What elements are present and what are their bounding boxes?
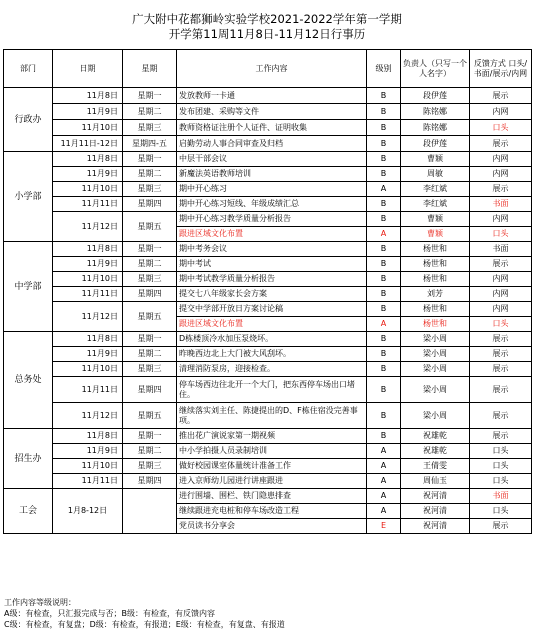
- table-row: [4, 120, 532, 136]
- content-cell: 期中开心练习教学质量分析报告: [177, 212, 367, 227]
- level-legend: [4, 597, 530, 630]
- level-cell: E: [367, 519, 401, 534]
- table-row: [4, 403, 532, 429]
- dept-cell: 中学部: [4, 242, 53, 332]
- content-cell: 启勤劳动人事合同审查及归档: [177, 136, 367, 152]
- weekday-cell: 星期二: [123, 104, 177, 120]
- feedback-cell: 口头: [470, 317, 532, 332]
- feedback-cell: 展示: [470, 377, 532, 403]
- date-cell: 11月8日: [53, 88, 123, 104]
- feedback-cell: 展示: [470, 182, 532, 197]
- level-cell: B: [367, 120, 401, 136]
- content-cell: 教师资格证注册个人证件、证明收集: [177, 120, 367, 136]
- level-cell: A: [367, 182, 401, 197]
- level-cell: B: [367, 347, 401, 362]
- owner-cell: 祝雄乾: [401, 444, 470, 459]
- date-cell: 11月10日: [53, 459, 123, 474]
- date-cell: 11月11日: [53, 287, 123, 302]
- feedback-cell: 展示: [470, 347, 532, 362]
- content-cell: 中层干部会议: [177, 152, 367, 167]
- level-cell: A: [367, 227, 401, 242]
- owner-cell: 段伊莲: [401, 136, 470, 152]
- content-cell: 跟进区域文化布置: [177, 227, 367, 242]
- feedback-cell: 内网: [470, 302, 532, 317]
- owner-cell: 陈铭娜: [401, 120, 470, 136]
- weekday-cell: 星期五: [123, 403, 177, 429]
- owner-cell: 曹颖: [401, 212, 470, 227]
- table-row: [4, 489, 532, 504]
- table-row: [4, 474, 532, 489]
- legend-title: 工作内容等级说明：: [4, 598, 76, 607]
- weekday-cell: [123, 489, 177, 534]
- owner-cell: 李红斌: [401, 197, 470, 212]
- content-cell: 提交七八年级家长会方案: [177, 287, 367, 302]
- table-row: [4, 332, 532, 347]
- date-cell: 11月9日: [53, 347, 123, 362]
- content-cell: 新魔法英语教师培训: [177, 167, 367, 182]
- level-cell: B: [367, 104, 401, 120]
- weekday-cell: 星期四-五: [123, 136, 177, 152]
- owner-cell: 刘芳: [401, 287, 470, 302]
- table-row: [4, 459, 532, 474]
- header-owner: 负责人（只写一个人名字）: [401, 50, 470, 88]
- weekday-cell: 星期一: [123, 429, 177, 444]
- date-cell: 11月9日: [53, 444, 123, 459]
- feedback-cell: 展示: [470, 88, 532, 104]
- weekday-cell: 星期三: [123, 459, 177, 474]
- weekday-cell: 星期三: [123, 120, 177, 136]
- level-cell: B: [367, 212, 401, 227]
- level-cell: A: [367, 489, 401, 504]
- date-cell: 11月11日: [53, 377, 123, 403]
- feedback-cell: 书面: [470, 197, 532, 212]
- content-cell: 进行围墙、围栏、铁门隐患排查: [177, 489, 367, 504]
- feedback-cell: 展示: [470, 257, 532, 272]
- header-date: 日期: [53, 50, 123, 88]
- owner-cell: 梁小周: [401, 347, 470, 362]
- level-cell: B: [367, 302, 401, 317]
- weekday-cell: 星期四: [123, 377, 177, 403]
- feedback-cell: 内网: [470, 212, 532, 227]
- table-row: [4, 444, 532, 459]
- level-cell: B: [367, 88, 401, 104]
- weekday-cell: 星期三: [123, 272, 177, 287]
- content-cell: 期中开心练习短线、年级成绩汇总: [177, 197, 367, 212]
- level-cell: B: [367, 429, 401, 444]
- date-cell: 11月9日: [53, 104, 123, 120]
- date-cell: 11月10日: [53, 120, 123, 136]
- weekday-cell: 星期五: [123, 302, 177, 332]
- owner-cell: 李红斌: [401, 182, 470, 197]
- owner-cell: 杨世和: [401, 257, 470, 272]
- owner-cell: 曹颖: [401, 227, 470, 242]
- content-cell: 发放教师一卡通: [177, 88, 367, 104]
- weekday-cell: 星期三: [123, 362, 177, 377]
- table-row: [4, 257, 532, 272]
- feedback-cell: 内网: [470, 167, 532, 182]
- content-cell: 做好校园课室体量统计准备工作: [177, 459, 367, 474]
- content-cell: 发布团建、采购等文件: [177, 104, 367, 120]
- dept-cell: 招生办: [4, 429, 53, 489]
- weekday-cell: 星期二: [123, 347, 177, 362]
- owner-cell: 陈铭娜: [401, 104, 470, 120]
- level-cell: B: [367, 332, 401, 347]
- owner-cell: 祝河清: [401, 519, 470, 534]
- feedback-cell: 内网: [470, 104, 532, 120]
- feedback-cell: 内网: [470, 152, 532, 167]
- content-cell: 推出花广演说家第一期视频: [177, 429, 367, 444]
- table-row: [4, 242, 532, 257]
- schedule-table: [3, 49, 532, 534]
- weekday-cell: 星期一: [123, 242, 177, 257]
- table-row: [4, 287, 532, 302]
- date-cell: 11月12日: [53, 302, 123, 332]
- level-cell: B: [367, 257, 401, 272]
- content-cell: 继续跟进充电桩和停车场改造工程: [177, 504, 367, 519]
- dept-cell: 工会: [4, 489, 53, 534]
- content-cell: 进入京师幼儿园进行讲座跟进: [177, 474, 367, 489]
- feedback-cell: 内网: [470, 287, 532, 302]
- weekday-cell: 星期四: [123, 287, 177, 302]
- table-row: [4, 347, 532, 362]
- title-line-2: 开学第11周11月8日-11月12日行事历: [168, 27, 366, 41]
- feedback-cell: 展示: [470, 519, 532, 534]
- table-row: [4, 152, 532, 167]
- content-cell: 跟进区域文化布置: [177, 317, 367, 332]
- table-row: [4, 197, 532, 212]
- date-cell: 11月8日: [53, 429, 123, 444]
- weekday-cell: 星期三: [123, 182, 177, 197]
- weekday-cell: 星期二: [123, 167, 177, 182]
- owner-cell: 祝雄乾: [401, 429, 470, 444]
- weekday-cell: 星期一: [123, 152, 177, 167]
- feedback-cell: 口头: [470, 459, 532, 474]
- title-line-1: 广大附中花都狮岭实验学校2021-2022学年第一学期: [132, 12, 402, 26]
- feedback-cell: 口头: [470, 504, 532, 519]
- table-row: [4, 136, 532, 152]
- owner-cell: 杨世和: [401, 272, 470, 287]
- feedback-cell: 内网: [470, 272, 532, 287]
- dept-cell: 行政办: [4, 88, 53, 152]
- dept-cell: 总务处: [4, 332, 53, 429]
- date-cell: 11月12日: [53, 212, 123, 242]
- table-row: [4, 212, 532, 227]
- owner-cell: 杨世和: [401, 317, 470, 332]
- content-cell: 停车场西边往北开一个大门，把东西停车场出口堵住。: [177, 377, 367, 403]
- level-cell: A: [367, 474, 401, 489]
- date-cell: 11月11日-12日: [53, 136, 123, 152]
- weekday-cell: 星期四: [123, 197, 177, 212]
- content-cell: 提交中学部开放日方案讨论稿: [177, 302, 367, 317]
- level-cell: B: [367, 136, 401, 152]
- level-cell: B: [367, 377, 401, 403]
- content-cell: 期中考务会议: [177, 242, 367, 257]
- header-dept: 部门: [4, 50, 53, 88]
- content-cell: 中小学拍摄人员录制培训: [177, 444, 367, 459]
- feedback-cell: 书面: [470, 242, 532, 257]
- header-weekday: 星期: [123, 50, 177, 88]
- date-cell: 1月8-12日: [53, 489, 123, 534]
- level-cell: A: [367, 459, 401, 474]
- date-cell: 11月12日: [53, 403, 123, 429]
- level-cell: B: [367, 362, 401, 377]
- content-cell: 期中考试教学质量分析报告: [177, 272, 367, 287]
- date-cell: 11月10日: [53, 272, 123, 287]
- level-cell: B: [367, 167, 401, 182]
- level-cell: A: [367, 317, 401, 332]
- owner-cell: 周仙玉: [401, 474, 470, 489]
- date-cell: 11月10日: [53, 362, 123, 377]
- feedback-cell: 口头: [470, 474, 532, 489]
- dept-cell: 小学部: [4, 152, 53, 242]
- content-cell: 昨晚西边北上大门被大风刮坏。: [177, 347, 367, 362]
- table-row: [4, 182, 532, 197]
- header-row: [4, 50, 532, 88]
- weekday-cell: 星期一: [123, 332, 177, 347]
- owner-cell: 曹颖: [401, 152, 470, 167]
- date-cell: 11月10日: [53, 182, 123, 197]
- feedback-cell: 口头: [470, 227, 532, 242]
- level-cell: B: [367, 403, 401, 429]
- date-cell: 11月9日: [53, 167, 123, 182]
- table-row: [4, 302, 532, 317]
- date-cell: 11月9日: [53, 257, 123, 272]
- level-cell: B: [367, 272, 401, 287]
- owner-cell: 杨世和: [401, 242, 470, 257]
- table-row: [4, 429, 532, 444]
- date-cell: 11月8日: [53, 332, 123, 347]
- owner-cell: 梁小周: [401, 362, 470, 377]
- table-row: [4, 272, 532, 287]
- header-content: 工作内容: [177, 50, 367, 88]
- content-cell: 期中开心练习: [177, 182, 367, 197]
- owner-cell: 祝河清: [401, 504, 470, 519]
- table-row: [4, 167, 532, 182]
- legend-line-1: A级：有检查，只汇报完成与否；B级：有检查，有反馈内容: [4, 609, 215, 618]
- content-cell: 党员读书分享会: [177, 519, 367, 534]
- owner-cell: 周敏: [401, 167, 470, 182]
- weekday-cell: 星期二: [123, 257, 177, 272]
- feedback-cell: 展示: [470, 332, 532, 347]
- date-cell: 11月11日: [53, 197, 123, 212]
- content-cell: 继续落实刘主任、陈捷提出的D、F栋住宿没完善事项。: [177, 403, 367, 429]
- owner-cell: 梁小周: [401, 332, 470, 347]
- header-feedback: 反馈方式 口头/书面/展示/内网: [470, 50, 532, 88]
- date-cell: 11月8日: [53, 242, 123, 257]
- table-row: [4, 104, 532, 120]
- owner-cell: 王倩雯: [401, 459, 470, 474]
- table-row: [4, 88, 532, 104]
- level-cell: A: [367, 444, 401, 459]
- feedback-cell: 展示: [470, 136, 532, 152]
- content-cell: 期中考试: [177, 257, 367, 272]
- page-title: [0, 12, 534, 42]
- feedback-cell: 展示: [470, 403, 532, 429]
- date-cell: 11月8日: [53, 152, 123, 167]
- level-cell: B: [367, 287, 401, 302]
- level-cell: B: [367, 242, 401, 257]
- weekday-cell: 星期四: [123, 474, 177, 489]
- weekday-cell: 星期一: [123, 88, 177, 104]
- owner-cell: 杨世和: [401, 302, 470, 317]
- level-cell: A: [367, 504, 401, 519]
- owner-cell: 段伊莲: [401, 88, 470, 104]
- table-row: [4, 362, 532, 377]
- weekday-cell: 星期二: [123, 444, 177, 459]
- owner-cell: 祝河清: [401, 489, 470, 504]
- legend-line-2: C级：有检查，有复盘；D级：有检查，有报道；E级：有检查，有复盘、有报道: [4, 620, 285, 629]
- owner-cell: 梁小周: [401, 377, 470, 403]
- content-cell: D栋楼顶冷水加压泵烧坏。: [177, 332, 367, 347]
- feedback-cell: 书面: [470, 489, 532, 504]
- header-level: 级别: [367, 50, 401, 88]
- feedback-cell: 展示: [470, 362, 532, 377]
- feedback-cell: 口头: [470, 444, 532, 459]
- weekday-cell: 星期五: [123, 212, 177, 242]
- level-cell: B: [367, 152, 401, 167]
- table-row: [4, 377, 532, 403]
- feedback-cell: 展示: [470, 429, 532, 444]
- content-cell: 清理消防泵房，迎接检查。: [177, 362, 367, 377]
- date-cell: 11月11日: [53, 474, 123, 489]
- owner-cell: 梁小周: [401, 403, 470, 429]
- level-cell: B: [367, 197, 401, 212]
- feedback-cell: 口头: [470, 120, 532, 136]
